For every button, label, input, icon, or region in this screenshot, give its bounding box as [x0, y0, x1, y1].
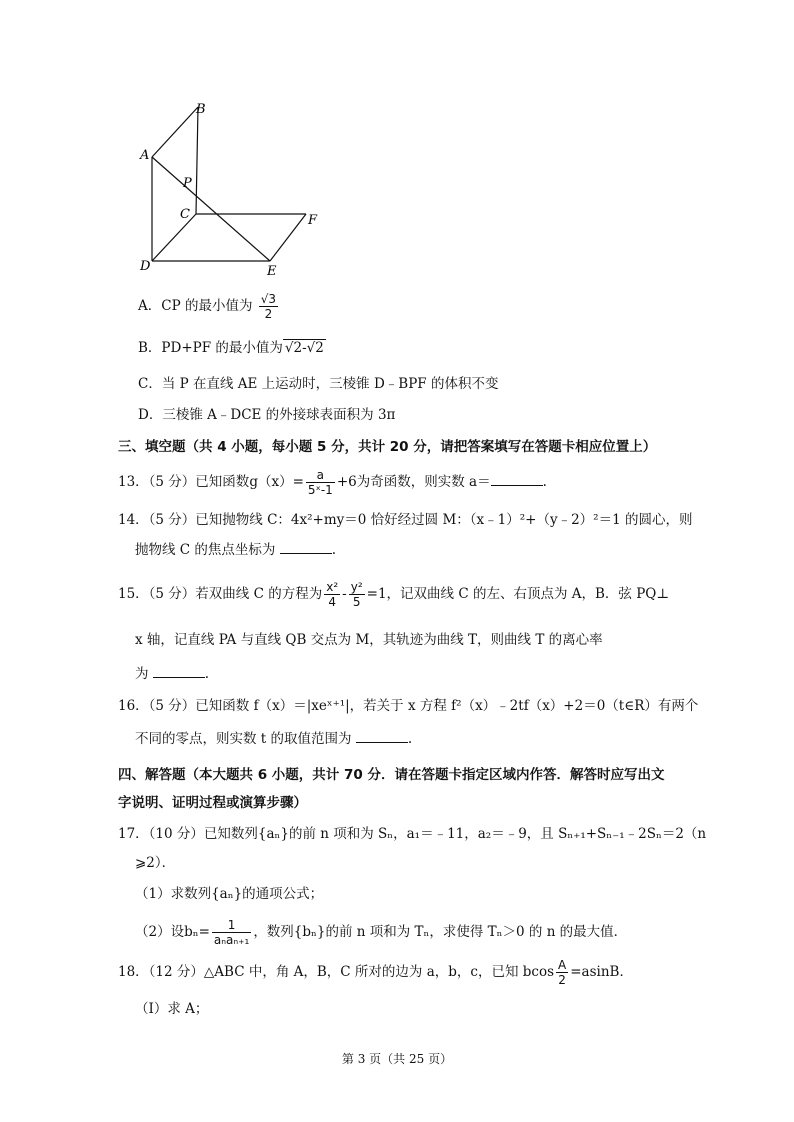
fraction: $\frac{1}{\text{aₙaₙ₊₁}}$ [213, 918, 250, 947]
answer-blank [280, 541, 332, 554]
answer-blank [153, 665, 205, 678]
section-3-title: 三、填空题（共 4 小题，每小题 5 分，共计 20 分，请把答案填写在答题卡相应位置上） [118, 439, 657, 455]
question-14-line-1: 14．（5 分）已知抛物线 C：4x²+my＝0 恰好经过圆 M：（x﹣1）²+（y﹣2）²＝1 的圆心，则 [118, 512, 693, 528]
question-14-line-2: 抛物线 C 的焦点坐标为 . [135, 542, 337, 558]
option-a: A．CP 的最小值为 $\frac{√3}{2}$ [138, 292, 277, 321]
question-17-part-2: （2）设bₙ= $\frac{1}{\text{aₙaₙ₊₁}}$ ，数列{bₙ}的前 n 项和为 Tₙ，求使得 Tₙ＞0 的 n 的最大值． [135, 918, 628, 947]
question-18: 18．（12 分）△ABC 中，角 A，B，C 所对的边为 a，b，c，已知 bcos $\frac{A}{2}$ =asinB． [118, 958, 633, 987]
edge-AB [152, 107, 198, 157]
option-c: C．当 P 在直线 AE 上运动时，三棱锥 D﹣BPF 的体积不变 [138, 376, 499, 392]
edge-AE [152, 157, 270, 261]
answer-blank [356, 730, 408, 743]
option-b: B．PD+PF 的最小值为 √2-√2 [138, 340, 324, 356]
section-4-title-line-2: 字说明、证明过程或演算步骤） [118, 795, 307, 811]
label-P: P [183, 176, 192, 191]
label-D: D [140, 259, 151, 274]
option-d: D．三棱锥 A﹣DCE 的外接球表面积为 3π [138, 407, 396, 423]
question-15-line-2: x 轴，记直线 PA 与直线 QB 交点为 M，其轨迹为曲线 T，则曲线 T 的离心率 [135, 632, 603, 648]
question-16-line-2: 不同的零点，则实数 t 的取值范围为 . [135, 731, 413, 747]
geometry-figure [130, 98, 450, 283]
page-footer: 第 3 页（共 25 页） [341, 1052, 453, 1066]
answer-blank [491, 473, 543, 486]
fraction: $\frac{√3}{2}$ [260, 292, 277, 321]
label-F: F [308, 213, 318, 228]
label-B: B [196, 102, 206, 117]
label-C: C [180, 207, 190, 222]
question-16-line-1: 16．（5 分）已知函数 f（x）＝|xeˣ⁺¹|，若关于 x 方程 f²（x）﹣2tf（x）+2＝0（t∈R）有两个 [118, 698, 699, 714]
fraction: $\frac{a}{\text{5ˣ-1}}$ [307, 468, 333, 497]
edge-EF [270, 214, 306, 261]
question-18-part-1: （Ⅰ）求 A； [135, 1001, 209, 1017]
section-4-title-line-1: 四、解答题（本大题共 6 小题，共计 70 分．请在答题卡指定区域内作答．解答时应写出文 [118, 767, 665, 783]
fraction: $\frac{\text{y²}}{5}$ [350, 580, 363, 609]
fraction: $\frac{A}{2}$ [558, 958, 567, 987]
question-15-line-1: 15．（5 分）若双曲线 C 的方程为 $\frac{\text{x²}}{4}$ - $\frac{\text{y²}}{5}$ =1，记双曲线 C 的左、右顶点为 A，B．弦 PQ⊥ [118, 580, 670, 609]
label-A: A [140, 148, 150, 163]
question-13: 13．（5 分）已知函数g（x）= $\frac{a}{\text{5ˣ-1}}$ +6为奇函数，则实数 a＝ . [118, 468, 547, 497]
label-E: E [267, 264, 277, 279]
fraction: $\frac{\text{x²}}{4}$ [326, 580, 339, 609]
question-17-line-1: 17．（10 分）已知数列{aₙ}的前 n 项和为 Sₙ，a₁＝﹣11，a₂＝﹣9，且 Sₙ₊₁+Sₙ₋₁﹣2Sₙ＝2（n [118, 826, 707, 842]
question-17-part-1: （1）求数列{aₙ}的通项公式； [135, 886, 324, 902]
question-15-line-3: 为 . [135, 666, 210, 682]
question-17-line-2: ⩾2）． [135, 855, 176, 871]
